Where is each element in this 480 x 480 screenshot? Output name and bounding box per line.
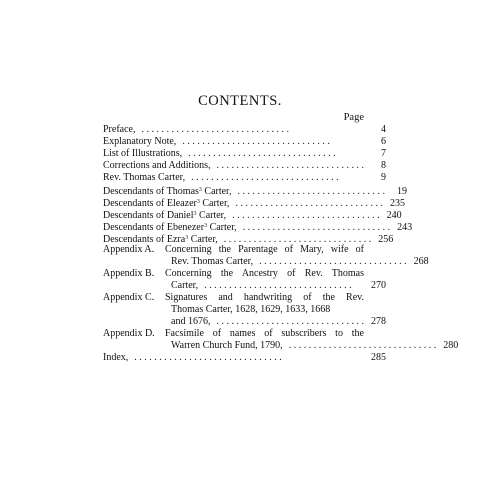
appendix-title-line: Concerning the Ancestry of Rev. Thomas [165, 268, 364, 279]
toc-entry [103, 172, 386, 184]
page-title: CONTENTS. [198, 93, 282, 109]
table-of-contents [103, 124, 459, 364]
toc-entry-label: Descendants of Ebenezer$^3$ Carter, [103, 222, 237, 233]
leader-dots: . . . . . . . . . . . . . . . . . . . . . . . . . . . . . . [237, 186, 385, 197]
toc-entry [103, 136, 386, 148]
toc-entry-label: Descendants of Eleazer$^3$ Carter, [103, 198, 230, 209]
appendix-title-line: Rev. Thomas Carter, [171, 256, 254, 267]
appendix-title-line: Signatures and handwriting of the Rev. [165, 292, 364, 303]
toc-entry-page: 9 [381, 172, 386, 183]
toc-entry [103, 232, 394, 245]
toc-entry-page: 6 [381, 136, 386, 147]
leader-dots: . . . . . . . . . . . . . . . . . . . . . . . . . . . . . . [204, 280, 352, 291]
toc-entry [103, 124, 386, 136]
toc-entry [103, 196, 405, 209]
toc-entry-page: 240 [386, 210, 402, 221]
toc-entry [103, 352, 386, 364]
page-column-label: Page [343, 112, 364, 123]
leader-dots: . . . . . . . . . . . . . . . . . . . . . . . . . . . . . . [259, 256, 407, 267]
toc-entry-page: 256 [378, 234, 394, 245]
leader-dots: . . . . . . . . . . . . . . . . . . . . . . . . . . . . . . [235, 198, 383, 209]
toc-entry [103, 208, 402, 221]
leader-dots: . . . . . . . . . . . . . . . . . . . . . . . . . . . . . . [182, 136, 330, 147]
toc-entry-label: Index, [103, 352, 129, 363]
leader-dots: . . . . . . . . . . . . . . . . . . . . . . . . . . . . . . [223, 234, 372, 245]
toc-entry [103, 160, 386, 172]
toc-entry-label: Rev. Thomas Carter, [103, 172, 186, 183]
leader-dots: . . . . . . . . . . . . . . . . . . . . . . . . . . . . . . [191, 172, 339, 183]
toc-entry-label: Preface, [103, 124, 136, 135]
toc-entry [103, 148, 386, 160]
toc-entry-page: 8 [381, 160, 386, 171]
appendix-title-line: Warren Church Fund, 1790, [171, 340, 283, 351]
leader-dots: . . . . . . . . . . . . . . . . . . . . . . . . . . . . . . [134, 352, 282, 363]
toc-entry-page: 278 [371, 316, 386, 327]
leader-dots: . . . . . . . . . . . . . . . . . . . . . . . . . . . . . . [288, 340, 437, 351]
toc-entry-label: Explanatory Note, [103, 136, 177, 147]
leader-dots: . . . . . . . . . . . . . . . . . . . . . . . . . . . . . . [216, 316, 364, 327]
toc-entry [103, 220, 413, 233]
toc-entry-page: 268 [413, 256, 429, 267]
toc-entry-page: 19 [397, 186, 407, 197]
toc-appendix-entry [103, 268, 386, 292]
appendix-prefix: Appendix C. [103, 292, 155, 303]
toc-appendix-entry [103, 328, 459, 352]
appendix-prefix: Appendix D. [103, 328, 155, 339]
appendix-title-line: Concerning the Parentage of Mary, wife of [165, 244, 364, 255]
toc-entry-label: Descendants of Daniel$^3$ Carter, [103, 210, 227, 221]
leader-dots: . . . . . . . . . . . . . . . . . . . . . . . . . . . . . . [216, 160, 364, 171]
toc-entry-page: 243 [397, 222, 413, 233]
appendix-title-line: Carter, [171, 280, 199, 291]
toc-appendix-entry [103, 244, 429, 268]
toc-entry-page: 280 [443, 340, 459, 351]
toc-appendix-entry [103, 292, 386, 328]
leader-dots: . . . . . . . . . . . . . . . . . . . . . . . . . . . . . . [242, 222, 391, 233]
toc-entry-label: List of Illustrations, [103, 148, 183, 159]
appendix-prefix: Appendix B. [103, 268, 155, 279]
appendix-title-line: Thomas Carter, 1628, 1629, 1633, 1668 [171, 304, 331, 315]
appendix-title-line: Facsimile of names of subscribers to the [165, 328, 364, 339]
leader-dots: . . . . . . . . . . . . . . . . . . . . . . . . . . . . . . [188, 148, 336, 159]
toc-entry [103, 184, 407, 197]
toc-entry-page: 7 [381, 148, 386, 159]
toc-entry-label: Descendants of Ezra$^3$ Carter, [103, 234, 218, 245]
toc-entry-page: 235 [389, 198, 405, 209]
toc-entry-label: Corrections and Additions, [103, 160, 211, 171]
leader-dots: . . . . . . . . . . . . . . . . . . . . . . . . . . . . . . [232, 210, 380, 221]
toc-entry-page: 4 [381, 124, 386, 135]
toc-entry-page: 285 [371, 352, 386, 363]
leader-dots: . . . . . . . . . . . . . . . . . . . . . . . . . . . . . . [141, 124, 289, 135]
toc-entry-label: Descendants of Thomas$^3$ Carter, [103, 186, 232, 197]
appendix-prefix: Appendix A. [103, 244, 155, 255]
appendix-title-line: and 1676, [171, 316, 211, 327]
toc-entry-page: 270 [371, 280, 386, 291]
